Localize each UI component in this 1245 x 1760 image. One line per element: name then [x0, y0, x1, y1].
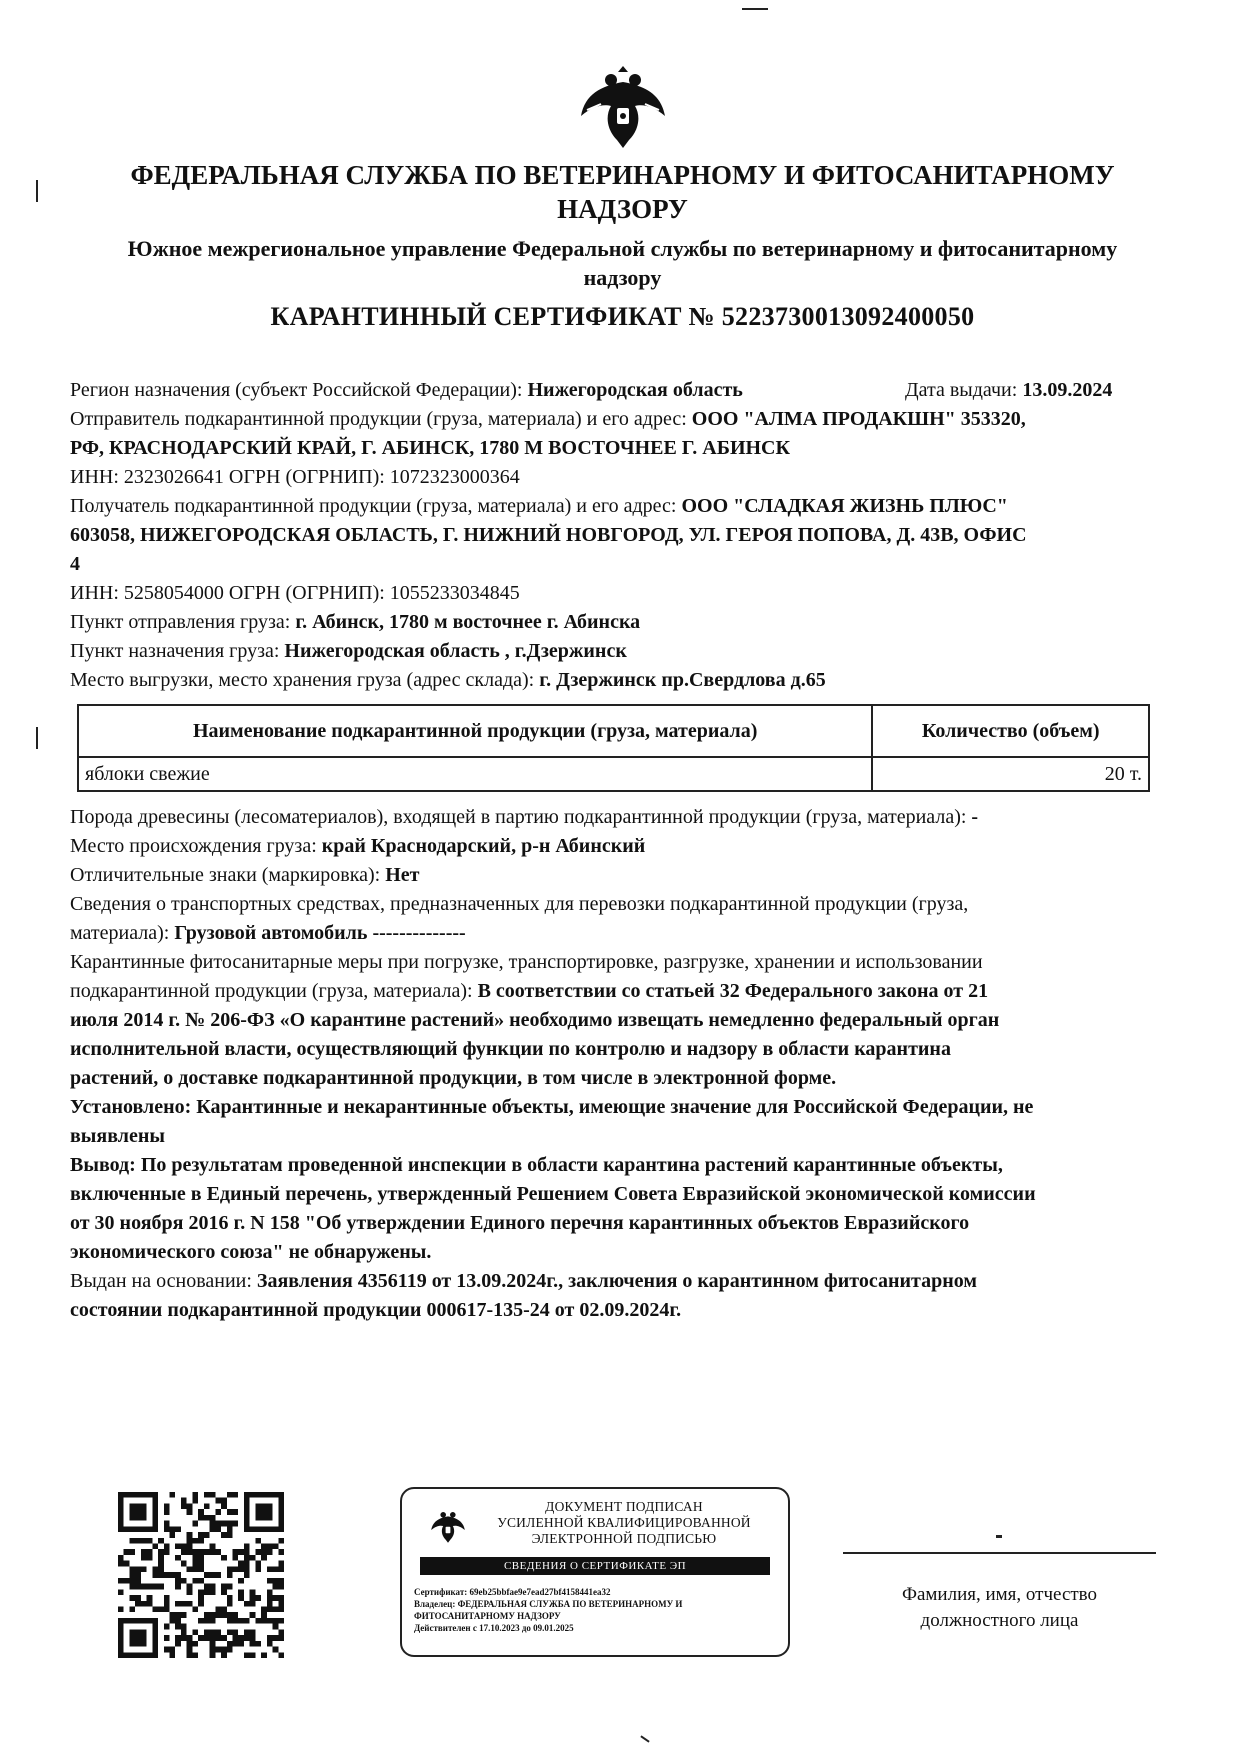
- receiver-line: [70, 492, 1008, 521]
- unload-label: Место выгрузки, место хранения груза (адрес склада):: [70, 669, 535, 691]
- signature-line: [843, 1552, 1156, 1554]
- certificate-title: КАРАНТИННЫЙ СЕРТИФИКАТ № 5223730013092400050: [270, 302, 975, 331]
- dispatch-label: Пункт отправления груза:: [70, 611, 291, 633]
- measures-value-cont: июля 2014 г. № 206-ФЗ «О карантине растений» необходимо извещать немедленно федеральный орган: [70, 1009, 1000, 1031]
- wood-line: [70, 803, 978, 832]
- established-text: Установлено: Карантинные и некарантинные объекты, имеющие значение для Российской Федерации, не: [70, 1096, 1034, 1118]
- measures-value-cont: исполнительной власти, осуществляющий функции по контролю и надзору в области карантина: [70, 1038, 951, 1060]
- sender-ids: ИНН: 2323026641 ОГРН (ОГРНИП): 1072323000364: [70, 466, 520, 488]
- basis-line: [70, 1267, 977, 1296]
- product-name-cell: яблоки свежие: [78, 757, 872, 791]
- wood-label: Порода древесины (лесоматериалов), входящей в партию подкарантинной продукции (груза, материала):: [70, 806, 967, 828]
- measures-label-cont: подкарантинной продукции (груза, материала):: [70, 980, 473, 1002]
- issue-date: [905, 376, 1112, 405]
- origin-value: край Краснодарский, р-н Абинский: [321, 835, 646, 857]
- destination-value: Нижегородская область , г.Дзержинск: [284, 640, 627, 662]
- official-caption: [843, 1582, 1156, 1634]
- receiver-address: 603058, НИЖЕГОРОДСКАЯ ОБЛАСТЬ, Г. НИЖНИЙ НОВГОРОД, УЛ. ГЕРОЯ ПОПОВА, Д. 43В, ОФИС: [70, 524, 1027, 546]
- cargo-table: [77, 704, 1150, 792]
- certificate-owner: Владелец: ФЕДЕРАЛЬНАЯ СЛУЖБА ПО ВЕТЕРИНАРНОМУ И: [414, 1599, 683, 1609]
- column-header-qty: Количество (объем): [872, 705, 1149, 757]
- region-line: [70, 376, 743, 405]
- measures-value: В соответствии со статьей 32 Федерального закона от 21: [477, 980, 989, 1002]
- transport-label-cont: материала):: [70, 922, 170, 944]
- marks-line: [70, 861, 419, 890]
- coat-of-arms-icon: [428, 1507, 468, 1545]
- sender-address: РФ, КРАСНОДАРСКИЙ КРАЙ, Г. АБИНСК, 1780 М ВОСТОЧНЕЕ Г. АБИНСК: [70, 437, 790, 459]
- qr-code: [118, 1492, 284, 1658]
- conclusion-text-cont: включенные в Единый перечень, утвержденный Решением Совета Евразийской экономической комиссии: [70, 1183, 1036, 1205]
- signature-heading: [474, 1499, 774, 1547]
- transport-dashes: --------------: [372, 922, 466, 944]
- origin-line: [70, 832, 645, 861]
- coat-of-arms-emblem: [573, 60, 673, 152]
- certificate-owner-cont: ФИТОСАНИТАРНОМУ НАДЗОРУ: [414, 1611, 561, 1621]
- marks-label: Отличительные знаки (маркировка):: [70, 864, 381, 886]
- sender-label: Отправитель подкарантинной продукции (груза, материала) и его адрес:: [70, 408, 687, 430]
- certificate-info-bar: СВЕДЕНИЯ О СЕРТИФИКАТЕ ЭП: [420, 1557, 770, 1575]
- basis-value-cont: состоянии подкарантинной продукции 000617-135-24 от 02.09.2024г.: [70, 1299, 682, 1321]
- origin-label: Место происхождения груза:: [70, 835, 317, 857]
- scan-mark: [996, 1535, 1002, 1538]
- measures-label: Карантинные фитосанитарные меры при погрузке, транспортировке, разгрузке, хранении и использовании: [70, 951, 983, 973]
- signature-heading-line: ДОКУМЕНТ ПОДПИСАН: [545, 1499, 703, 1514]
- certificate-validity: Действителен с 17.10.2023 до 09.01.2025: [414, 1623, 574, 1633]
- table-row: [78, 757, 1149, 791]
- certificate-number: Сертификат: 69eb25bbfae9e7ead27bf4158441ea32: [414, 1587, 611, 1597]
- transport-value: Грузовой автомобиль: [174, 922, 368, 944]
- sender-line: [70, 405, 1026, 434]
- unload-value: г. Дзержинск пр.Свердлова д.65: [539, 669, 826, 691]
- issue-date-value: 13.09.2024: [1022, 379, 1113, 401]
- conclusion-text-cont: экономического союза" не обнаружены.: [70, 1241, 432, 1263]
- destination-label: Пункт назначения груза:: [70, 640, 280, 662]
- wood-value: -: [971, 806, 979, 828]
- receiver-label: Получатель подкарантинной продукции (груза, материала) и его адрес:: [70, 495, 677, 517]
- receiver-name: ООО "СЛАДКАЯ ЖИЗНЬ ПЛЮС": [681, 495, 1008, 517]
- measures-value-cont: растений, о доставке подкарантинной продукции, в том числе в электронной форме.: [70, 1067, 837, 1089]
- destination-line: [70, 637, 627, 666]
- sender-name: ООО "АЛМА ПРОДАКШН" 353320,: [691, 408, 1026, 430]
- dispatch-value: г. Абинск, 1780 м восточнее г. Абинска: [295, 611, 641, 633]
- electronic-signature-stamp: [400, 1487, 790, 1657]
- marks-value: Нет: [385, 864, 420, 886]
- scan-mark: [36, 180, 38, 202]
- conclusion-text: Вывод: По результатам проведенной инспекции в области карантина растений карантинные объекты,: [70, 1154, 1003, 1176]
- product-qty-cell: 20 т.: [872, 757, 1149, 791]
- scan-mark: [36, 727, 38, 749]
- signature-heading-line: УСИЛЕННОЙ КВАЛИФИЦИРОВАННОЙ: [497, 1515, 751, 1530]
- unload-line: [70, 666, 826, 695]
- transport-label: Сведения о транспортных средствах, предназначенных для перевозки подкарантинной продукции (груза,: [70, 893, 969, 915]
- scan-mark: [742, 8, 768, 10]
- agency-title: ФЕДЕРАЛЬНАЯ СЛУЖБА ПО ВЕТЕРИНАРНОМУ И ФИТОСАНИТАРНОМУ НАДЗОРУ: [130, 160, 1115, 224]
- table-header-row: [78, 705, 1149, 757]
- transport-line: [70, 919, 466, 948]
- signature-heading-line: ЭЛЕКТРОННОЙ ПОДПИСЬЮ: [531, 1531, 717, 1546]
- receiver-address-cont: 4: [70, 553, 80, 575]
- basis-value: Заявления 4356119 от 13.09.2024г., заключения о карантинном фитосанитарном: [256, 1270, 977, 1292]
- basis-label: Выдан на основании:: [70, 1270, 252, 1292]
- scan-mark: [640, 1735, 649, 1742]
- established-text-cont: выявлены: [70, 1125, 166, 1147]
- column-header-name: Наименование подкарантинной продукции (груза, материала): [78, 705, 872, 757]
- region-label: Регион назначения (субъект Российской Федерации):: [70, 379, 523, 401]
- conclusion-text-cont: от 30 ноября 2016 г. N 158 "Об утверждении Единого перечня карантинных объектов Евразийского: [70, 1212, 970, 1234]
- measures-line: [70, 977, 988, 1006]
- receiver-ids: ИНН: 5258054000 ОГРН (ОГРНИП): 1055233034845: [70, 582, 520, 604]
- dispatch-line: [70, 608, 640, 637]
- regional-subdivision: Южное межрегиональное управление Федеральной службы по ветеринарному и фитосанитарному надзору: [127, 236, 1118, 290]
- region-value: Нижегородская область: [527, 379, 743, 401]
- official-caption-line: должностного лица: [920, 1610, 1079, 1631]
- official-caption-line: Фамилия, имя, отчество: [901, 1584, 1098, 1605]
- issue-date-label: Дата выдачи:: [905, 379, 1018, 401]
